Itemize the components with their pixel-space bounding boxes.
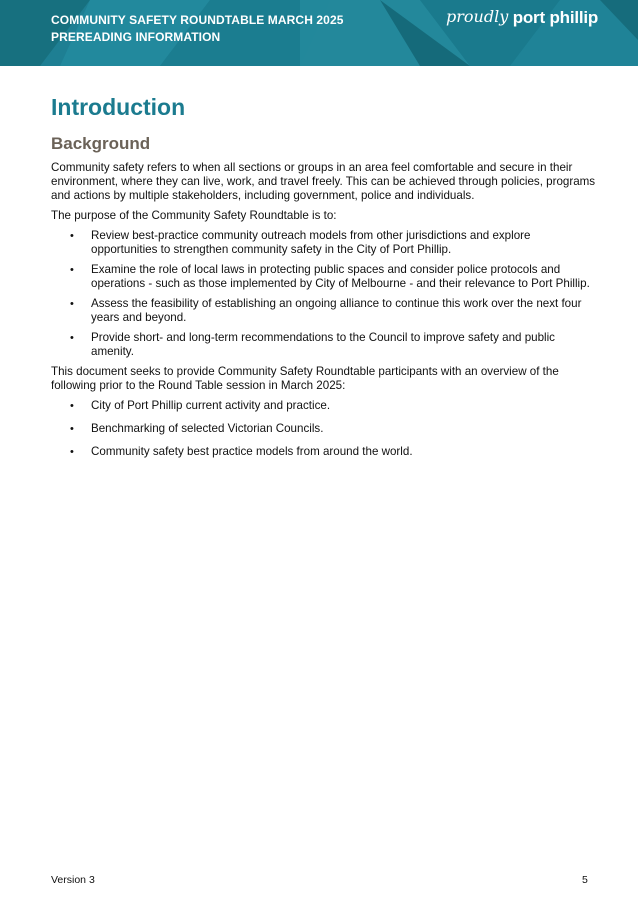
bullet-icon: • (70, 264, 74, 276)
proudly-port-phillip-logo (446, 8, 598, 28)
logo-script-text: proudly (446, 7, 509, 26)
intro-paragraph: Community safety refers to when all sections or groups in an area feel comfortable and secure in their environment, where they can live, work, and travel freely. This can be achieved through policies, programs and actions by multiple stakeholders, including government, police and individuals. (51, 161, 596, 202)
body-content (51, 161, 596, 468)
purpose-lead: The purpose of the Community Safety Roundtable is to: (51, 209, 337, 222)
list-item (51, 399, 596, 413)
purpose-list (51, 229, 596, 359)
list-item-text: Assess the feasibility of establishing an ongoing alliance to continue this work over the next four years and beyond. (91, 297, 582, 324)
section-subheading: Background (51, 134, 151, 153)
bullet-icon: • (70, 400, 74, 412)
list-item (51, 445, 596, 459)
document-header-title (51, 12, 344, 46)
overview-lead: This document seeks to provide Community Safety Roundtable participants with an overview of the following prior to the Round Table session in March 2025: (51, 365, 559, 392)
logo-brand-text: port phillip (512, 8, 599, 27)
list-item-text: Provide short- and long-term recommendations to the Council to improve safety and public amenity. (91, 331, 555, 358)
list-item-text: City of Port Phillip current activity and practice. (91, 399, 331, 412)
header-title-line-1: COMMUNITY SAFETY ROUNDTABLE MARCH 2025 (51, 13, 344, 27)
list-item-text: Community safety best practice models from around the world. (91, 445, 413, 458)
bullet-icon: • (70, 446, 74, 458)
page-heading: Introduction (51, 94, 186, 120)
list-item-text: Review best-practice community outreach models from other jurisdictions and explore opportunities to strengthen community safety in the City of Port Phillip. (91, 229, 531, 256)
bullet-icon: • (70, 298, 74, 310)
list-item (51, 229, 596, 257)
list-item-text: Benchmarking of selected Victorian Councils. (91, 422, 324, 435)
overview-list (51, 399, 596, 459)
bullet-icon: • (70, 332, 74, 344)
list-item (51, 422, 596, 436)
bullet-icon: • (70, 230, 74, 242)
footer-version: Version 3 (51, 874, 95, 886)
list-item (51, 263, 596, 291)
list-item (51, 297, 596, 325)
header-title-line-2: PREREADING INFORMATION (51, 30, 221, 44)
list-item-text: Examine the role of local laws in protecting public spaces and consider police protocols and operations - such as those implemented by City of Melbourne - and their relevance to Port Phillip. (91, 263, 590, 290)
footer-page-number: 5 (582, 874, 588, 886)
bullet-icon: • (70, 423, 74, 435)
list-item (51, 331, 596, 359)
header-banner (0, 0, 638, 66)
